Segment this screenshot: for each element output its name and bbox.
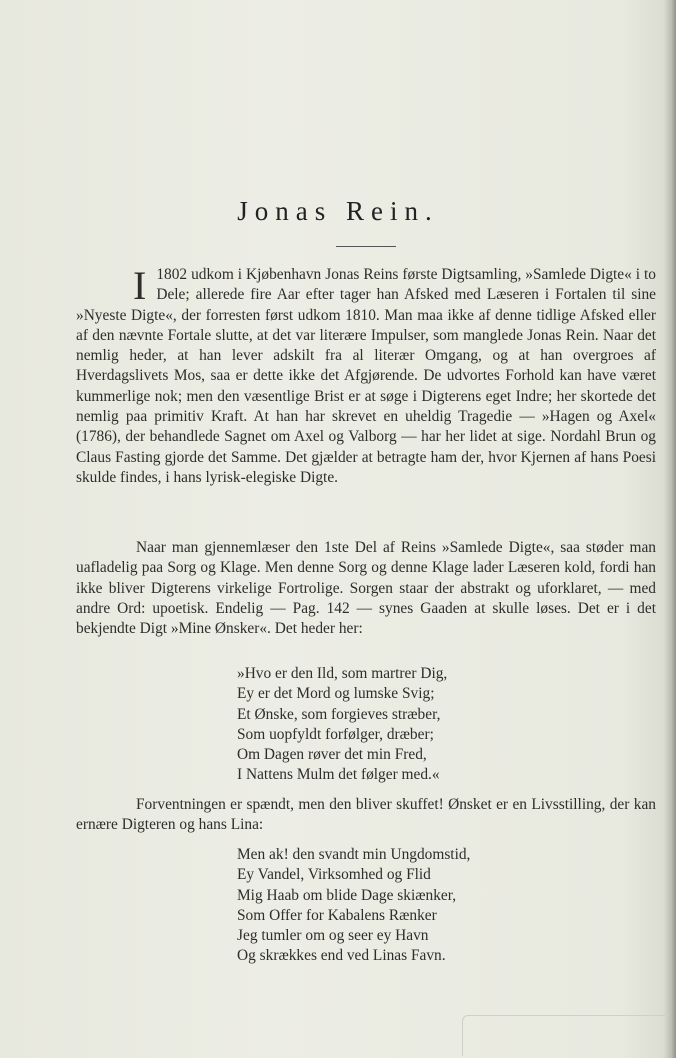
verse-line: Ey Vandel, Virksomhed og Flid [237,866,431,884]
title-rule [336,246,396,247]
verse-line: Om Dagen røver det min Fred, [237,746,427,764]
paragraph-3 [76,795,656,836]
verse-line: I Nattens Mulm det følger med.« [237,766,440,784]
page-corner-mark [462,1015,668,1056]
page-edge-shadow [664,0,676,1058]
verse-line: Jeg tumler om og seer ey Havn [237,927,429,945]
paragraph-1 [76,265,656,488]
verse-line: Men ak! den svandt min Ungdomstid, [237,846,471,863]
verse-line: Ey er det Mord og lumske Svig; [237,685,435,703]
verse-line: Som Offer for Kabalens Rænker [237,906,437,924]
verse-line: Og skrækkes end ved Linas Favn. [237,947,446,965]
verse-line: Som uopfyldt forfølger, dræber; [237,725,434,743]
paragraph-1-text: 1802 udkom i Kjøbenhavn Jonas Reins første Digtsamling, »Samlede Digte« i to Dele; allerede fire Aar efter tager han Afsked med Læseren i Fortalen til sine »Nyeste Digte«, der forresten først udkom 1810. Man maa ikke af denne tidlige Afsked eller af den nævnte Fortale slutte, at det var literære Impulser, som manglede Jonas Rein. Naar det nemlig heder, at han lever adskilt fra al literær Omgang, og at han overgroes af Hverdagslivets Mos, saa er dette ikke det Afgjørende. De udvortes Forhold kan have været kummerlige nok; men den væsentlige Brist er at søge i Digterens eget Indre; her skortede det nemlig paa primitiv Kraft. At han har skrevet en uheldig Tragedie — »Hagen og Axel« (1786), der behandlede Sagnet om Axel og Valborg — har her lidet at sige. Nordahl Brun og Claus Fasting gjorde det Samme. Det gjælder at betragte ham der, hvor Kjernen af hans Poesi skulde findes, i hans lyrisk-elegiske Digte. [76,266,656,486]
verse-1 [237,664,577,786]
paragraph-3-text: Forventningen er spændt, men den bliver skuffet! Ønsket er en Livsstilling, der kan ernære Digteren og hans Lina: [76,796,656,834]
chapter-title: Jonas Rein. [237,196,439,226]
verse-line: Mig Haab om blide Dage skiænker, [237,886,457,904]
paragraph-2-text: Naar man gjennemlæser den 1ste Del af Reins »Samlede Digte«, saa støder man uafladelig paa Sorg og Klage. Men denne Sorg og denne Klage lader Læseren kold, fordi han ikke bliver Digterens virkelige Fortrolige. Sorgen staar der abstrakt og uforklaret, — med andre Ord: upoetisk. Endelig — Pag. 142 — synes Gaaden at skulle løses. Det er i det bekjendte Digt »Mine Ønsker«. Det heder her: [76,539,656,638]
paragraph-2 [76,538,656,639]
verse-line: »Hvo er den Ild, som martrer Dig, [237,665,448,682]
drop-cap: I [133,263,147,308]
verse-2 [237,845,577,967]
verse-line: Et Ønske, som forgieves stræber, [237,705,441,723]
